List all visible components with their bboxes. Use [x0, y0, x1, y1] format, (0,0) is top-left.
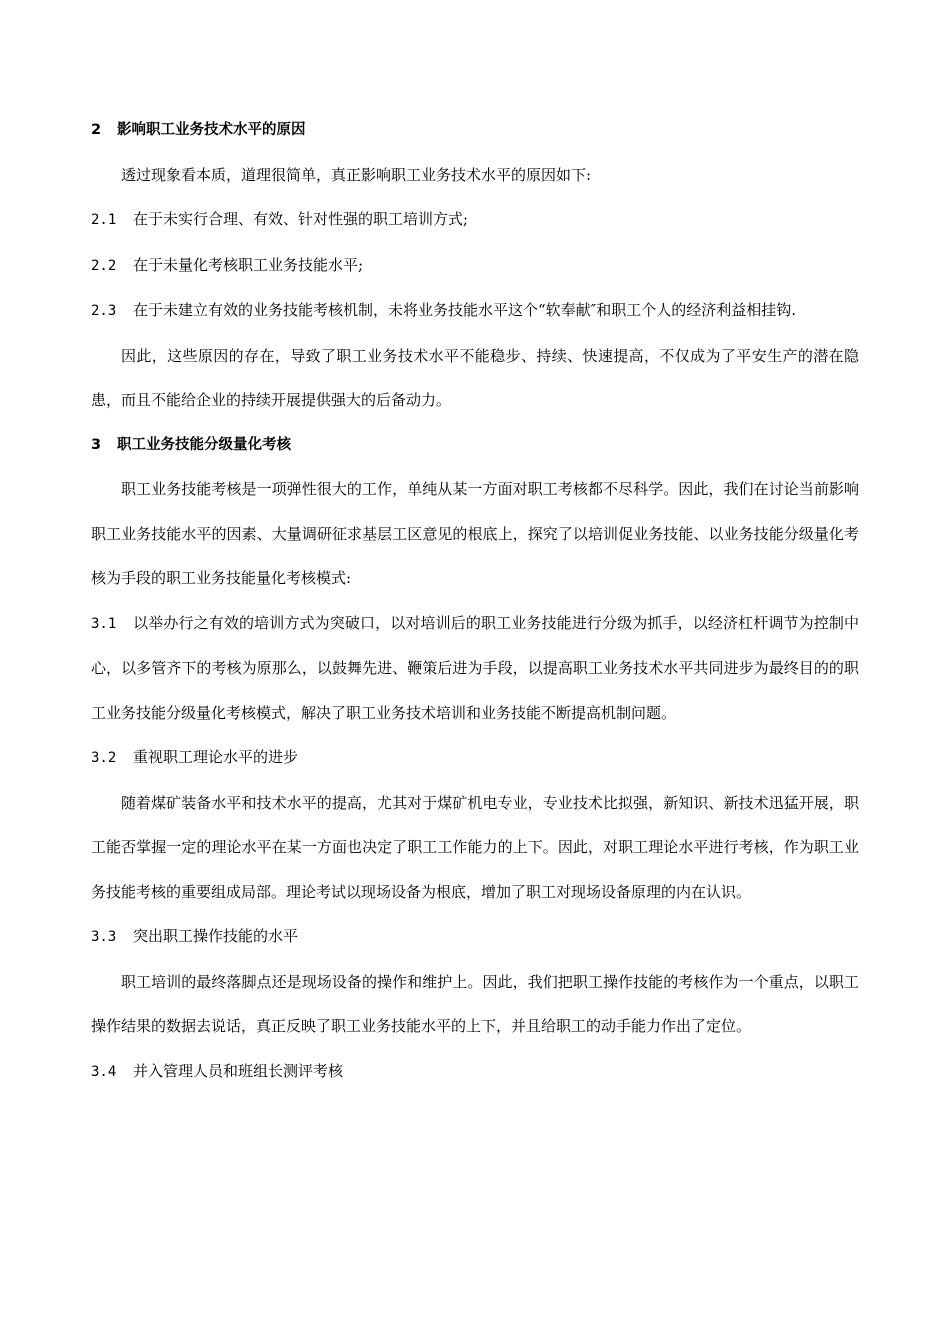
paragraph-intro: 透过现象看本质，道理很简单，真正影响职工业务技术水平的原因如下: [121, 165, 592, 184]
paragraph-therefore: 因此，这些原因的存在，导致了职工业务技术水平不能稳步、持续、快速提高，不仅成为了平安生产的潜在隐患，而且不能给企业的持续开展提供强大的后备动力。 [91, 346, 859, 409]
section-heading-3 [91, 423, 859, 468]
item-text: 突出职工操作技能的水平 [133, 927, 299, 945]
paragraph-3-3-body: 职工培训的最终落脚点还是现场设备的操作和维护上。因此，我们把职工操作技能的考核作为一个重点，以职工操作结果的数据去说话，真正反映了职工业务技能水平的上下，并且给职工的动手能力作出了定位。 [91, 972, 859, 1035]
item-number: 2.2 [91, 257, 117, 274]
item-number: 2.1 [91, 212, 117, 228]
item-text: 在于未实行合理、有效、针对性强的职工培训方式; [133, 210, 469, 228]
item-number: 3.4 [91, 1063, 117, 1080]
list-item-3-4 [91, 1049, 859, 1095]
item-text: 在于未量化考核职工业务技能水平; [133, 255, 364, 274]
item-number: 3.1 [91, 615, 117, 632]
item-number: 3.2 [91, 750, 117, 766]
section-title: 影响职工业务技术水平的原因 [117, 122, 306, 138]
list-item-3-1 [91, 601, 859, 736]
document-body [91, 108, 859, 1094]
item-text: 重视职工理论水平的进步 [133, 748, 299, 766]
item-text: 在于未建立有效的业务技能考核机制，未将业务技能水平这个“软奉献″和职工个人的经济利益相挂钩. [133, 301, 797, 319]
section-number: 3 [91, 436, 102, 453]
paragraph-section-3-intro: 职工业务技能考核是一项弹性很大的工作，单纯从某一方面对职工考核都不尽科学。因此，我们在讨论当前影响职工业务技能水平的因素、大量调研征求基层工区意见的根底上，探究了以培训促业务技能、以业务技能分级量化考核为手段的职工业务技能量化考核模式: [91, 480, 859, 587]
item-text: 以举办行之有效的培训方式为突破口，以对培训后的职工业务技能进行分级为抓手，以经济杠杆调节为控制中心，以多管齐下的考核为原那么，以鼓舞先进、鞭策后进为手段，以提高职工业务技术水平共同进步为最终目的的职工业务技能分级量化考核模式，解决了职工业务技术培训和业务技能不断提高机制问题。 [91, 613, 859, 722]
item-text: 并入管理人员和班组长测评考核 [133, 1061, 344, 1080]
list-item-2-2 [91, 243, 859, 289]
section-number: 2 [91, 122, 102, 138]
paragraph-3-2-body: 随着煤矿装备水平和技术水平的提高，尤其对于煤矿机电专业，专业技术比拟强，新知识、新技术迅猛开展，职工能否掌握一定的理论水平在某一方面也决定了职工工作能力的上下。因此，对职工理论水平进行考核，作为职工业务技能考核的重要组成局部。理论考试以现场设备为根底，增加了职工对现场设备原理的内在认识。 [91, 793, 859, 901]
list-item-2-3 [91, 288, 859, 334]
section-title: 职工业务技能分级量化考核 [117, 436, 291, 453]
list-item-2-1 [91, 197, 859, 243]
item-number: 3.3 [91, 929, 117, 945]
list-item-3-2 [91, 735, 859, 781]
item-number: 2.3 [91, 303, 117, 319]
list-item-3-3 [91, 914, 859, 960]
section-heading-2 [91, 108, 859, 153]
